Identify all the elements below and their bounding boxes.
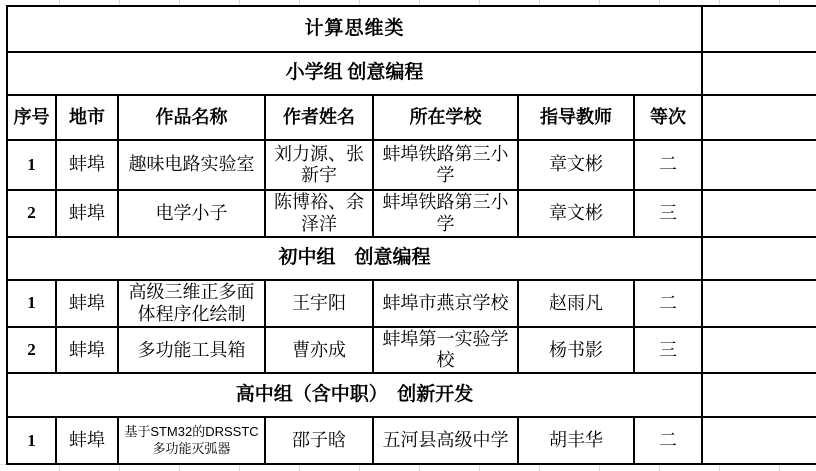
cell-blank [702,373,816,417]
cell-school: 蚌埠铁路第三小学 [373,140,518,190]
cell-blank [702,280,816,327]
cell-blank [702,95,816,140]
cell-school: 蚌埠第一实验学校 [373,327,518,373]
cell-teacher: 杨书影 [518,327,634,373]
cell-rank: 三 [634,190,702,237]
cell-author-names: 王宇阳 [265,280,373,327]
section-header-row [7,373,816,417]
category-title-row [7,6,816,52]
section-title-primary: 小学组 创意编程 [7,52,702,95]
cell-blank [702,327,816,373]
cell-work-title: 电学小子 [118,190,265,237]
cell-serial-number: 1 [7,417,56,464]
cell-blank [702,237,816,280]
cell-school: 蚌埠铁路第三小学 [373,190,518,237]
section-title-junior: 初中组 创意编程 [7,237,702,280]
cell-work-title: 高级三维正多面体程序化绘制 [118,280,265,327]
column-header-teacher: 指导教师 [518,95,634,140]
cell-rank: 三 [634,327,702,373]
cell-city: 蚌埠 [56,140,118,190]
cell-city: 蚌埠 [56,327,118,373]
results-table [6,5,816,465]
column-header-city: 地市 [56,95,118,140]
cell-serial-number: 2 [7,327,56,373]
cell-city: 蚌埠 [56,417,118,464]
cell-blank [702,52,816,95]
column-header-serial: 序号 [7,95,56,140]
cell-rank: 二 [634,140,702,190]
cell-author-names: 陈博裕、余泽洋 [265,190,373,237]
cell-rank: 二 [634,280,702,327]
cell-work-title: 趣味电路实验室 [118,140,265,190]
column-header-school: 所在学校 [373,95,518,140]
cell-author-names: 刘力源、张新宇 [265,140,373,190]
cell-blank [702,140,816,190]
cell-city: 蚌埠 [56,280,118,327]
cell-serial-number: 1 [7,140,56,190]
table-row [7,417,816,464]
column-header-rank: 等次 [634,95,702,140]
table-row [7,190,816,237]
cell-blank [702,6,816,52]
cell-author-names: 曹亦成 [265,327,373,373]
cell-work-title: 多功能工具箱 [118,327,265,373]
cell-school: 蚌埠市燕京学校 [373,280,518,327]
cell-teacher: 胡丰华 [518,417,634,464]
section-title-senior: 高中组（含中职） 创新开发 [7,373,702,417]
column-header-authors: 作者姓名 [265,95,373,140]
category-title: 计算思维类 [7,6,702,52]
cell-school: 五河县高级中学 [373,417,518,464]
cell-serial-number: 1 [7,280,56,327]
section-header-row [7,237,816,280]
table-row [7,140,816,190]
table-row [7,280,816,327]
cell-city: 蚌埠 [56,190,118,237]
cell-rank: 二 [634,417,702,464]
cell-teacher: 章文彬 [518,140,634,190]
column-header-work: 作品名称 [118,95,265,140]
cell-blank [702,417,816,464]
column-header-row [7,95,816,140]
cell-blank [702,190,816,237]
cell-teacher: 赵雨凡 [518,280,634,327]
cell-work-title: 基于STM32的DRSSTC多功能灭弧器 [118,417,265,464]
table-row [7,327,816,373]
cell-serial-number: 2 [7,190,56,237]
cell-teacher: 章文彬 [518,190,634,237]
cell-author-names: 邵子晗 [265,417,373,464]
section-header-row [7,52,816,95]
